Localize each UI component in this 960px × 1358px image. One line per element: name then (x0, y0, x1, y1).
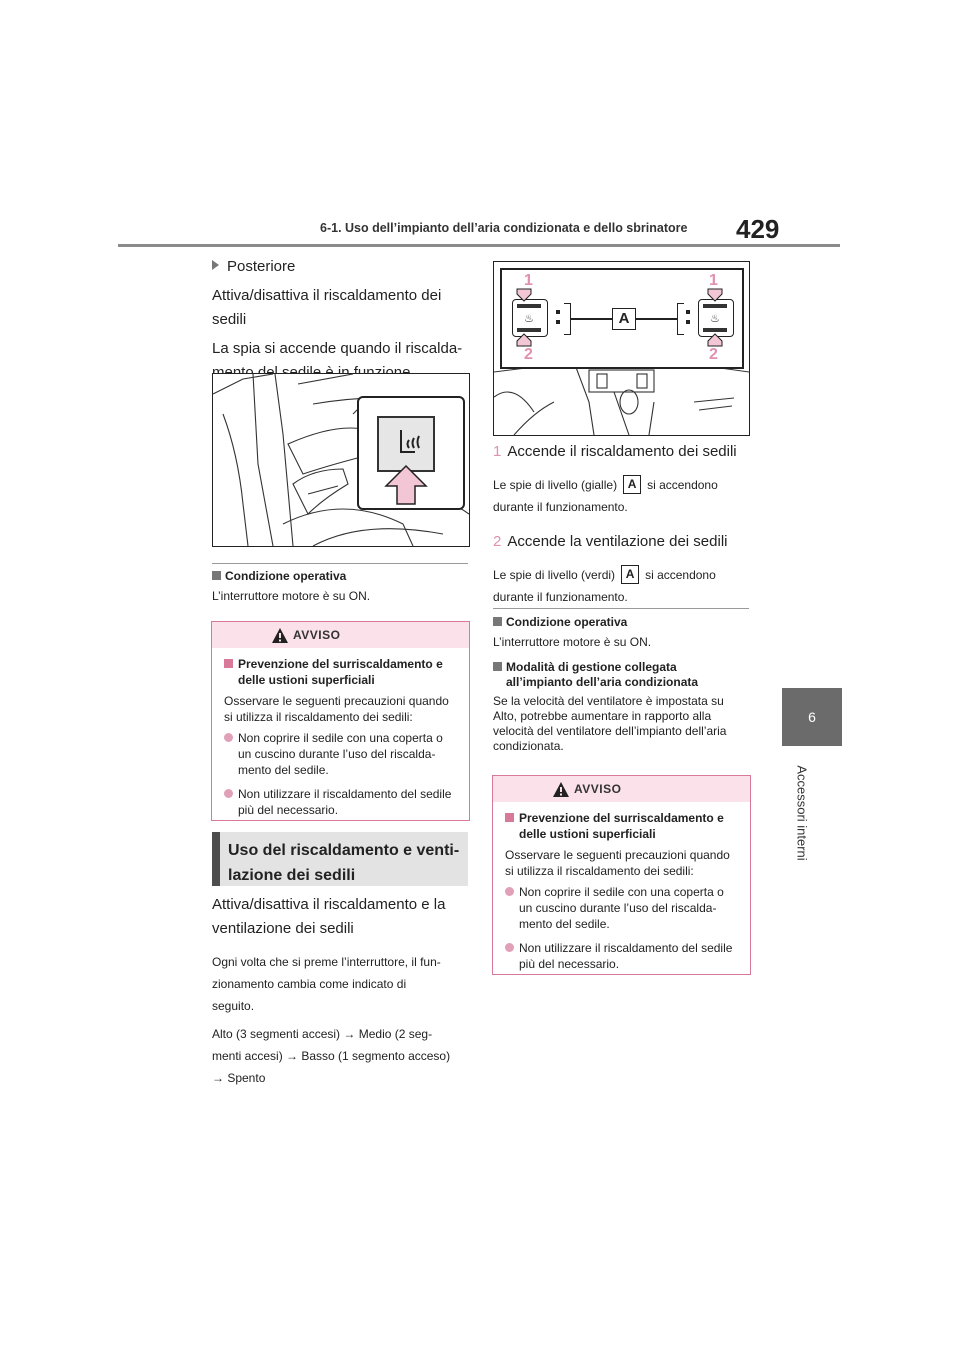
section-heading (212, 832, 468, 886)
arrow-up-icon (514, 333, 534, 347)
label-1-left: 1 (524, 272, 533, 289)
warning-bullet: Non coprire il sedile con una coperta o un cuscino durante l’uso del riscalda- mento del sedile. (505, 884, 740, 932)
section-body (212, 893, 474, 1089)
section-note: Ogni volta che si preme l’interruttore, il fun- (212, 955, 441, 969)
condition-block (212, 566, 468, 606)
front-switch-figure (493, 261, 750, 436)
leader-line (635, 318, 677, 320)
warning-title: Prevenzione del surriscaldamento e delle ustioni superficiali (505, 810, 740, 842)
right-condition-block (493, 612, 755, 754)
level-indicator-badge: A (621, 565, 639, 584)
item-1: 1 Accende il riscaldamento dei sedili (493, 443, 737, 460)
mode-title: Modalità di gestione collegata all’impianto dell’aria condizionata (493, 660, 755, 690)
fan-seat-icon: ♨ (524, 313, 534, 325)
section-note: zionamento cambia come indicato di (212, 977, 407, 991)
lamp-bracket (677, 303, 684, 335)
level-lamp (556, 310, 560, 314)
arrow-up-icon (705, 333, 725, 347)
level-lamp (556, 320, 560, 324)
seat-heater-icon (379, 418, 433, 470)
section-note: seguito. (212, 999, 255, 1013)
running-header: 6-1. Uso dell’impianto dell’aria condizionata e dello sbrinatore (320, 221, 688, 235)
circle-bullet-icon (505, 943, 514, 952)
leader-line (570, 318, 612, 320)
left-intro (212, 255, 472, 385)
section-bar (212, 832, 220, 886)
square-bullet-icon (224, 659, 233, 668)
warning-header (493, 776, 750, 802)
section-note: → Spento (212, 1071, 266, 1085)
section-line: ventilazione dei sedili (212, 920, 354, 937)
square-bullet-icon (493, 617, 502, 626)
item-2-note: Le spie di livello (verdi) A si accendono (493, 567, 716, 582)
warning-box (492, 775, 751, 975)
warning-label: AVVISO (574, 782, 622, 796)
rear-seat-switch-figure (212, 373, 470, 547)
level-lamp (686, 320, 690, 324)
condition-title: Condizione operativa (212, 566, 468, 586)
arrow-down-icon (514, 288, 534, 302)
square-bullet-icon (505, 813, 514, 822)
divider (493, 608, 749, 609)
mode-text: Se la velocità del ventilatore è impostata su Alto, potrebbe aumentare in rapporto alla velocità del ventilatore dell’impianto dell’aria condizionata. (493, 694, 727, 753)
page-number: 429 (736, 214, 780, 244)
item-2-note: durante il funzionamento. (493, 590, 628, 604)
chapter-tab: 6 (782, 688, 842, 746)
switch-bar (703, 304, 727, 308)
level-indicator-badge: A (623, 475, 641, 494)
right-items (493, 440, 755, 608)
switch-bar (517, 304, 541, 308)
intro-line: Attiva/disattiva il riscaldamento dei (212, 287, 442, 304)
warning-bullet: Non coprire il sedile con una coperta o un cuscino durante l’uso del riscalda- mento del sedile. (224, 730, 459, 778)
warning-title: Prevenzione del surriscaldamento e delle ustioni superficiali (224, 656, 459, 688)
right-seat-switch (698, 299, 734, 337)
section-line: Attiva/disattiva il riscaldamento e la (212, 896, 446, 913)
warning-label: AVVISO (293, 628, 341, 642)
warning-box (211, 621, 470, 821)
circle-bullet-icon (505, 887, 514, 896)
chapter-label-text: Accessori interni (794, 765, 810, 861)
switch-panel-callout (500, 268, 744, 369)
condition-text: L’interruttore motore è su ON. (493, 635, 652, 649)
intro-line: sedili (212, 311, 247, 328)
switch-bar (703, 328, 727, 332)
warning-triangle-icon (271, 627, 289, 644)
warning-intro: Osservare le seguenti precauzioni quando si utilizza il riscaldamento dei sedili: (505, 848, 730, 878)
warning-triangle-icon (552, 781, 570, 798)
warning-bullet: Non utilizzare il riscaldamento del sedile più del necessario. (224, 786, 459, 818)
level-lamp (686, 310, 690, 314)
item-1-note: durante il funzionamento. (493, 500, 628, 514)
condition-text: L’interruttore motore è su ON. (212, 589, 371, 603)
circle-bullet-icon (224, 733, 233, 742)
subheading: Posteriore (212, 255, 472, 279)
switch-callout (357, 396, 465, 510)
label-2-right: 2 (709, 346, 718, 363)
square-bullet-icon (493, 662, 502, 671)
square-bullet-icon (212, 571, 221, 580)
circle-bullet-icon (224, 789, 233, 798)
warning-header (212, 622, 469, 648)
label-a: A (612, 308, 636, 330)
item-2: 2 Accende la ventilazione dei sedili (493, 533, 728, 550)
divider (212, 563, 468, 564)
intro-line: La spia si accende quando il riscalda- (212, 340, 463, 357)
condition-title: Condizione operativa (493, 612, 755, 632)
header-rule (118, 244, 840, 247)
item-1-note: Le spie di livello (gialle) A si accendono (493, 477, 718, 492)
label-1-right: 1 (709, 272, 718, 289)
left-seat-switch (512, 299, 548, 337)
arrow-up-icon (383, 464, 429, 506)
label-2-left: 2 (524, 346, 533, 363)
warning-bullet: Non utilizzare il riscaldamento del sedile più del necessario. (505, 940, 740, 972)
switch-bar (517, 328, 541, 332)
section-title: Uso del riscaldamento e venti- lazione dei sedili (228, 842, 460, 884)
arrow-down-icon (705, 288, 725, 302)
section-note: Alto (3 segmenti accesi) → Medio (2 seg- (212, 1027, 433, 1041)
chapter-label (790, 758, 814, 868)
fan-seat-icon: ♨ (710, 313, 720, 325)
triangle-bullet-icon (212, 260, 219, 270)
section-note: menti accesi) → Basso (1 segmento acceso) (212, 1049, 451, 1063)
warning-intro: Osservare le seguenti precauzioni quando si utilizza il riscaldamento dei sedili: (224, 694, 449, 724)
